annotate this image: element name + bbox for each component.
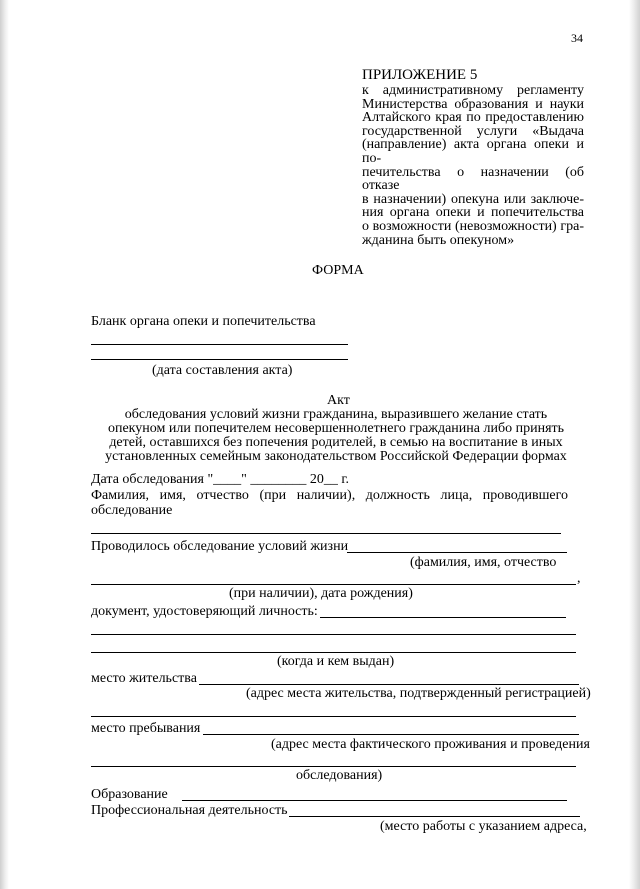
official-input-line[interactable] <box>91 533 561 534</box>
residence-input-line-2[interactable] <box>91 716 576 717</box>
scan-right-edge <box>629 0 640 889</box>
appendix-line: к административному регламенту <box>362 83 584 98</box>
page-number: 34 <box>571 31 583 45</box>
profession-caption: (место работы с указанием адреса, <box>380 819 587 834</box>
blank-line-2[interactable] <box>91 359 348 360</box>
residence-label: место жительства <box>91 671 197 686</box>
appendix-line: печительства о назначении (об отказе <box>362 164 584 194</box>
act-subtitle-line: опекуном или попечителем несовершеннолетнего гражданина либо принять <box>107 421 565 436</box>
appendix-line: жданина быть опекуном» <box>362 232 515 248</box>
id-doc-input-line-1[interactable] <box>320 617 566 618</box>
name-comma: , <box>577 571 581 586</box>
residence-input-line[interactable] <box>199 684 579 685</box>
id-doc-caption: (когда и кем выдан) <box>277 654 395 669</box>
id-doc-input-line-2[interactable] <box>91 634 576 635</box>
appendix-line: Алтайского края по предоставлению <box>362 110 584 126</box>
appendix-text <box>362 84 584 247</box>
stay-input-line[interactable] <box>203 734 579 735</box>
act-date-caption: (дата составления акта) <box>152 363 293 378</box>
appendix-line: в назначении) опекуна или заключе- <box>362 191 584 207</box>
id-doc-label: документ, удостоверяющий личность: <box>91 604 318 619</box>
profession-input-line[interactable] <box>289 816 580 817</box>
form-title: ФОРМА <box>312 263 364 278</box>
act-subtitle-line: детей, оставшихся без попечения родителей, в семью на воспитание в иных <box>109 435 563 450</box>
stay-label: место пребывания <box>91 721 201 736</box>
appendix-line: (направление) акта органа опеки и по- <box>362 137 584 166</box>
appendix-line: Министерства образования и науки <box>362 96 584 112</box>
appendix-line: о возможности (невозможности) гра- <box>362 218 584 234</box>
stay-input-line-2[interactable] <box>91 766 576 767</box>
appendix-line: ния органа опеки и попечительства <box>362 205 584 221</box>
conducted-input-line[interactable] <box>347 552 567 553</box>
id-doc-input-line-3[interactable] <box>91 652 576 653</box>
blank-line-1[interactable] <box>91 344 348 345</box>
name-caption-1: (фамилия, имя, отчество <box>410 555 557 570</box>
act-title: Акт <box>327 393 350 408</box>
conducted-label: Проводилось обследование условий жизни <box>91 539 349 554</box>
exam-date-field[interactable]: Дата обследования "____" ________ 20__ г. <box>91 472 350 487</box>
residence-caption: (адрес места жительства, подтвержденный регистрацией) <box>246 686 591 701</box>
blank-label: Бланк органа опеки и попечительства <box>91 314 316 329</box>
profession-label: Профессиональная деятельность <box>91 803 288 818</box>
stay-caption-1: (адрес места фактического проживания и проведения <box>271 737 590 752</box>
appendix-line: государственной услуги «Выдача <box>362 123 584 139</box>
act-subtitle-line: обследования условий жизни гражданина, выразившего желание стать <box>124 407 548 422</box>
appendix-title: ПРИЛОЖЕНИЕ 5 <box>362 67 478 83</box>
official-label-line1: Фамилия, имя, отчество (при наличии), должность лица, проводившего <box>91 488 568 503</box>
name-input-line[interactable] <box>91 584 576 585</box>
official-label-line2: обследование <box>91 503 173 518</box>
stay-caption-2: обследования) <box>296 768 383 783</box>
scan-left-edge <box>0 0 9 889</box>
education-label: Образование <box>91 787 168 802</box>
act-subtitle-line: установленных семейным законодательством Российской Федерации формах <box>105 449 567 464</box>
name-caption-2: (при наличии), дата рождения) <box>229 586 413 601</box>
education-input-line[interactable] <box>182 800 567 801</box>
